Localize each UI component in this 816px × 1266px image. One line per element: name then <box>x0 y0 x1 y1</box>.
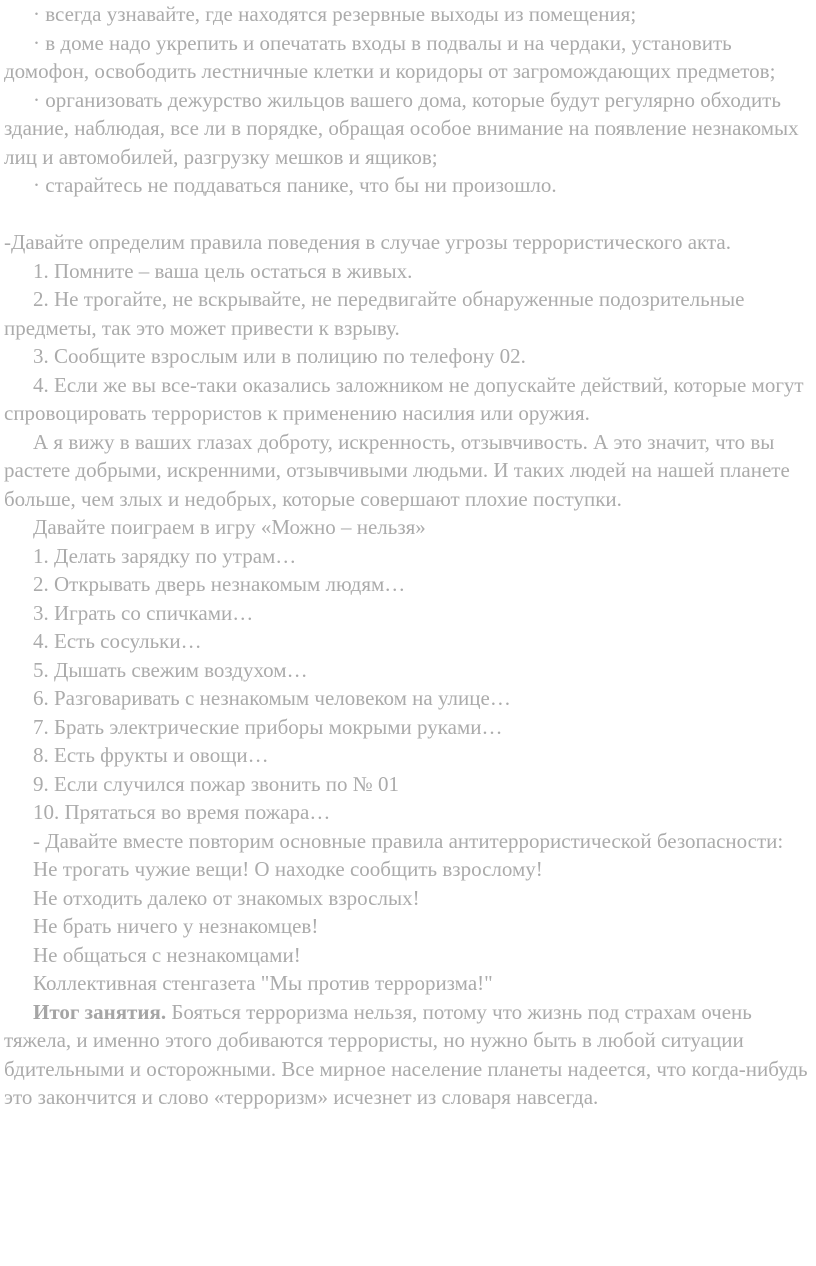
kindness-paragraph: А я вижу в ваших глазах доброту, искренность, отзывчивость. А это значит, что вы растете добрыми, искренними, отзывчивыми людьми. И таких людей на нашей планете больше, чем злых и недобрых, которые совершают плохие поступки. <box>4 429 790 511</box>
bullet-item: · организовать дежурство жильцов вашего дома, которые будут регулярно обходить здание, наблюдая, все ли в порядке, обращая особое внимание на появление незнакомых лиц и автомобилей, разгрузку мешков и ящиков; <box>4 87 799 169</box>
game-item: 9. Если случился пожар звонить по № 01 <box>33 771 400 796</box>
summary-text: Бояться терроризма нельзя, потому что жизнь под страхам очень тяжела, и именно этого добиваются террористы, но нужно быть в любой ситуации бдительными и осторожными. Все мирное население планеты надеется, что когда-нибудь это закончится и слово «терроризм» исчезнет из словаря навсегда. <box>4 999 808 1109</box>
rules-intro: -Давайте определим правила поведения в случае угрозы террористического акта. <box>4 230 731 254</box>
game-item: 3. Играть со спичками… <box>33 600 254 625</box>
safety-rule: Не трогать чужие вещи! О находке сообщить взрослому! <box>33 857 543 881</box>
game-item: 1. Делать зарядку по утрам… <box>33 543 297 568</box>
summary-label: Итог занятия. <box>33 999 167 1024</box>
game-item: 2. Открывать дверь незнакомым людям… <box>33 572 406 596</box>
game-item: 4. Есть сосульки… <box>33 629 202 653</box>
game-item: 8. Есть фрукты и овощи… <box>33 743 269 767</box>
game-item: 5. Дышать свежим воздухом… <box>33 657 308 682</box>
bullet-item: · всегда узнавайте, где находятся резервные выходы из помещения; <box>33 2 637 26</box>
rule-item: 1. Помните – ваша цель остаться в живых. <box>33 258 413 283</box>
summary-paragraph <box>4 998 812 1112</box>
game-item: 6. Разговаривать с незнакомым человеком на улице… <box>33 686 511 710</box>
repeat-intro: - Давайте вместе повторим основные правила антитеррористической безопасности: <box>33 828 784 853</box>
safety-rule: Не отходить далеко от знакомых взрослых! <box>33 885 420 910</box>
safety-rule: Не общаться с незнакомцами! <box>33 942 301 967</box>
bullet-item: · старайтесь не поддаваться панике, что бы ни произошло. <box>33 173 557 197</box>
bullet-item: · в доме надо укрепить и опечатать входы в подвалы и на чердаки, установить домофон, освободить лестничные клетки и коридоры от загромождающих предметов; <box>4 30 776 83</box>
rule-item: 3. Сообщите взрослым или в полицию по телефону 02. <box>33 344 526 368</box>
game-item: 7. Брать электрические приборы мокрыми руками… <box>33 714 503 739</box>
game-intro: Давайте поиграем в игру «Можно – нельзя» <box>33 515 426 539</box>
blank-line <box>4 200 812 229</box>
game-item: 10. Прятаться во время пожара… <box>33 800 331 824</box>
safety-rule: Коллективная стенгазета "Мы против терроризма!" <box>33 971 493 995</box>
safety-rule: Не брать ничего у незнакомцев! <box>33 914 319 938</box>
rule-item: 4. Если же вы все-таки оказались заложником не допускайте действий, которые могут спровоцировать террористов к применению насилия или оружия. <box>4 372 804 425</box>
rule-item: 2. Не трогайте, не вскрывайте, не передвигайте обнаруженные подозрительные предметы, так это может привести к взрыву. <box>4 287 745 340</box>
